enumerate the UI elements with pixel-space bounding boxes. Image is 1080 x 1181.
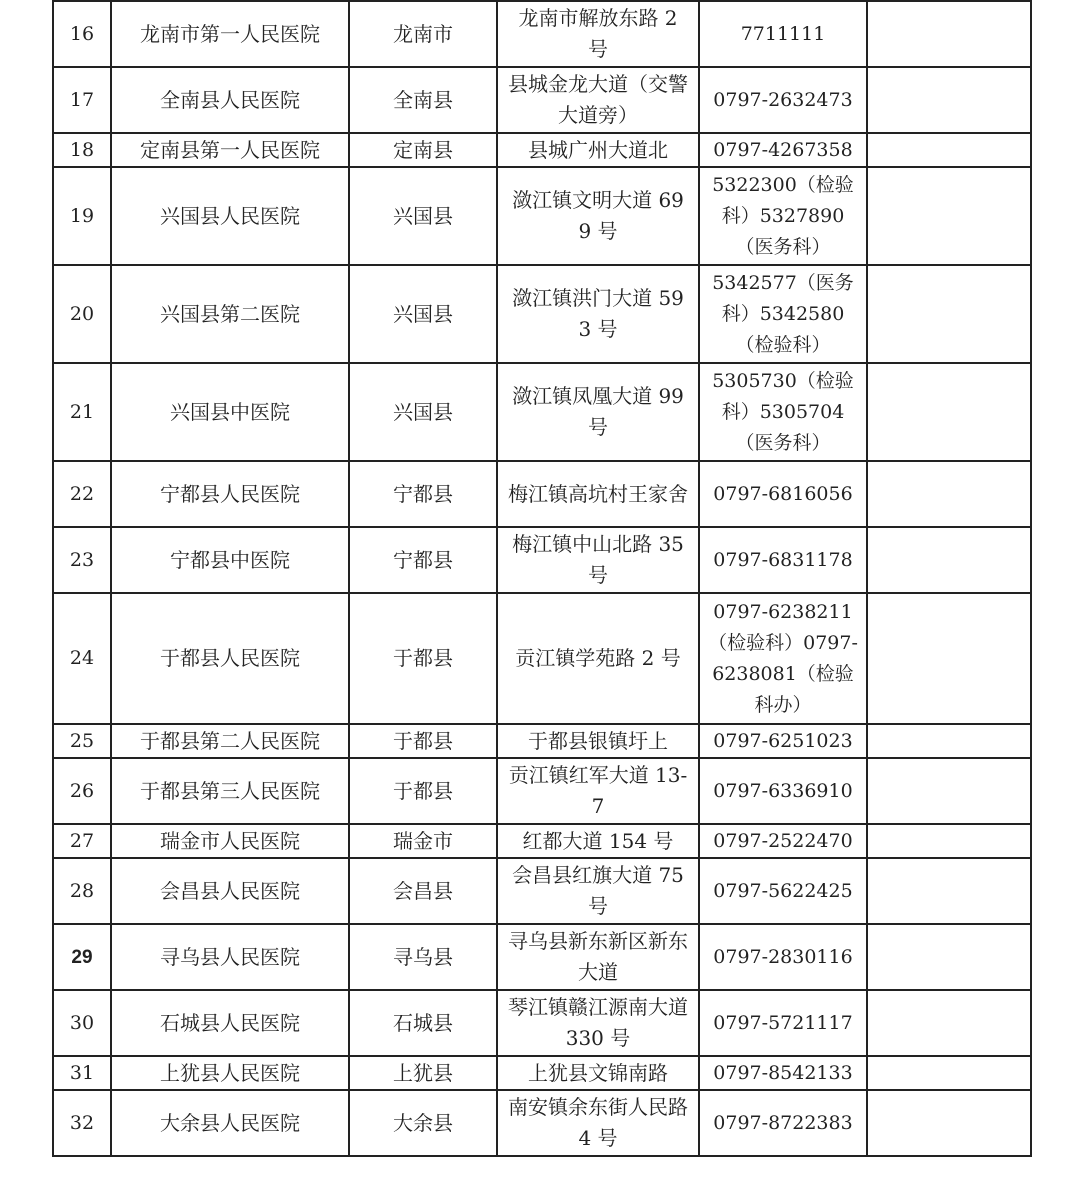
hospital-phone: 0797-6336910 — [699, 758, 867, 824]
area-name: 全南县 — [349, 67, 497, 133]
hospital-address: 潋江镇洪门大道 593 号 — [497, 265, 699, 363]
blank-cell — [867, 363, 1031, 461]
hospital-phone: 0797-6816056 — [699, 461, 867, 527]
row-number: 30 — [53, 990, 111, 1056]
hospital-phone: 0797-4267358 — [699, 133, 867, 167]
row-number: 18 — [53, 133, 111, 167]
hospital-phone: 0797-8722383 — [699, 1090, 867, 1156]
hospital-address: 潋江镇凤凰大道 99 号 — [497, 363, 699, 461]
hospital-address: 于都县银镇圩上 — [497, 724, 699, 758]
table-row — [53, 724, 1031, 758]
hospital-phone: 0797-6251023 — [699, 724, 867, 758]
table-row — [53, 1, 1031, 67]
hospital-name: 龙南市第一人民医院 — [111, 1, 349, 67]
table-row — [53, 1090, 1031, 1156]
hospital-name: 兴国县人民医院 — [111, 167, 349, 265]
blank-cell — [867, 593, 1031, 724]
blank-cell — [867, 990, 1031, 1056]
area-name: 宁都县 — [349, 461, 497, 527]
area-name: 会昌县 — [349, 858, 497, 924]
area-name: 上犹县 — [349, 1056, 497, 1090]
hospital-name: 瑞金市人民医院 — [111, 824, 349, 858]
table-row — [53, 67, 1031, 133]
hospital-phone: 0797-8542133 — [699, 1056, 867, 1090]
table-row — [53, 758, 1031, 824]
hospital-name: 于都县第三人民医院 — [111, 758, 349, 824]
hospital-phone: 0797-6238211（检验科）0797-6238081（检验科办） — [699, 593, 867, 724]
blank-cell — [867, 133, 1031, 167]
hospital-name: 宁都县中医院 — [111, 527, 349, 593]
hospital-address: 寻乌县新东新区新东大道 — [497, 924, 699, 990]
hospital-phone: 0797-2632473 — [699, 67, 867, 133]
area-name: 瑞金市 — [349, 824, 497, 858]
hospital-phone: 0797-5721117 — [699, 990, 867, 1056]
row-number: 21 — [53, 363, 111, 461]
area-name: 于都县 — [349, 724, 497, 758]
hospital-phone: 0797-6831178 — [699, 527, 867, 593]
table-row — [53, 990, 1031, 1056]
area-name: 兴国县 — [349, 167, 497, 265]
blank-cell — [867, 758, 1031, 824]
blank-cell — [867, 67, 1031, 133]
blank-cell — [867, 924, 1031, 990]
area-name: 兴国县 — [349, 265, 497, 363]
row-number: 28 — [53, 858, 111, 924]
hospital-name: 宁都县人民医院 — [111, 461, 349, 527]
area-name: 石城县 — [349, 990, 497, 1056]
hospital-name: 全南县人民医院 — [111, 67, 349, 133]
blank-cell — [867, 167, 1031, 265]
table-row — [53, 824, 1031, 858]
table-row — [53, 167, 1031, 265]
table-row — [53, 527, 1031, 593]
row-number: 27 — [53, 824, 111, 858]
blank-cell — [867, 461, 1031, 527]
hospital-address: 县城广州大道北 — [497, 133, 699, 167]
hospital-phone: 0797-2522470 — [699, 824, 867, 858]
hospital-name: 定南县第一人民医院 — [111, 133, 349, 167]
table-row — [53, 858, 1031, 924]
blank-cell — [867, 858, 1031, 924]
area-name: 于都县 — [349, 758, 497, 824]
area-name: 大余县 — [349, 1090, 497, 1156]
hospital-phone: 0797-2830116 — [699, 924, 867, 990]
row-number: 16 — [53, 1, 111, 67]
area-name: 宁都县 — [349, 527, 497, 593]
row-number: 17 — [53, 67, 111, 133]
hospital-phone: 7711111 — [699, 1, 867, 67]
blank-cell — [867, 527, 1031, 593]
blank-cell — [867, 265, 1031, 363]
hospital-address: 上犹县文锦南路 — [497, 1056, 699, 1090]
hospital-name: 兴国县中医院 — [111, 363, 349, 461]
table-row — [53, 265, 1031, 363]
table-row — [53, 924, 1031, 990]
row-number: 22 — [53, 461, 111, 527]
row-number: 20 — [53, 265, 111, 363]
hospital-address: 梅江镇高坑村王家舍 — [497, 461, 699, 527]
hospital-phone: 5305730（检验科）5305704（医务科） — [699, 363, 867, 461]
table-row — [53, 133, 1031, 167]
hospital-address: 县城金龙大道（交警大道旁） — [497, 67, 699, 133]
hospital-address: 会昌县红旗大道 75 号 — [497, 858, 699, 924]
row-number: 32 — [53, 1090, 111, 1156]
row-number: 26 — [53, 758, 111, 824]
hospital-address: 龙南市解放东路 2 号 — [497, 1, 699, 67]
blank-cell — [867, 824, 1031, 858]
hospital-address: 梅江镇中山北路 35 号 — [497, 527, 699, 593]
hospital-address: 贡江镇红军大道 13-7 — [497, 758, 699, 824]
hospital-address: 潋江镇文明大道 699 号 — [497, 167, 699, 265]
hospital-name: 石城县人民医院 — [111, 990, 349, 1056]
blank-cell — [867, 1090, 1031, 1156]
hospital-name: 大余县人民医院 — [111, 1090, 349, 1156]
hospital-address: 贡江镇学苑路 2 号 — [497, 593, 699, 724]
hospital-phone: 5342577（医务科）5342580（检验科） — [699, 265, 867, 363]
area-name: 龙南市 — [349, 1, 497, 67]
area-name: 兴国县 — [349, 363, 497, 461]
table-row — [53, 593, 1031, 724]
hospital-address: 红都大道 154 号 — [497, 824, 699, 858]
area-name: 于都县 — [349, 593, 497, 724]
row-number: 29 — [53, 924, 111, 990]
hospital-address: 琴江镇赣江源南大道 330 号 — [497, 990, 699, 1056]
hospital-address: 南安镇余东街人民路 4 号 — [497, 1090, 699, 1156]
hospital-phone: 0797-5622425 — [699, 858, 867, 924]
table-row — [53, 363, 1031, 461]
blank-cell — [867, 1056, 1031, 1090]
hospital-table — [52, 0, 1032, 1157]
hospital-name: 于都县人民医院 — [111, 593, 349, 724]
hospital-name: 于都县第二人民医院 — [111, 724, 349, 758]
row-number: 31 — [53, 1056, 111, 1090]
table-row — [53, 461, 1031, 527]
table-row — [53, 1056, 1031, 1090]
blank-cell — [867, 724, 1031, 758]
row-number: 25 — [53, 724, 111, 758]
blank-cell — [867, 1, 1031, 67]
hospital-name: 寻乌县人民医院 — [111, 924, 349, 990]
row-number: 23 — [53, 527, 111, 593]
hospital-phone: 5322300（检验科）5327890（医务科） — [699, 167, 867, 265]
hospital-name: 兴国县第二医院 — [111, 265, 349, 363]
area-name: 定南县 — [349, 133, 497, 167]
hospital-name: 上犹县人民医院 — [111, 1056, 349, 1090]
row-number: 19 — [53, 167, 111, 265]
row-number: 24 — [53, 593, 111, 724]
area-name: 寻乌县 — [349, 924, 497, 990]
hospital-name: 会昌县人民医院 — [111, 858, 349, 924]
